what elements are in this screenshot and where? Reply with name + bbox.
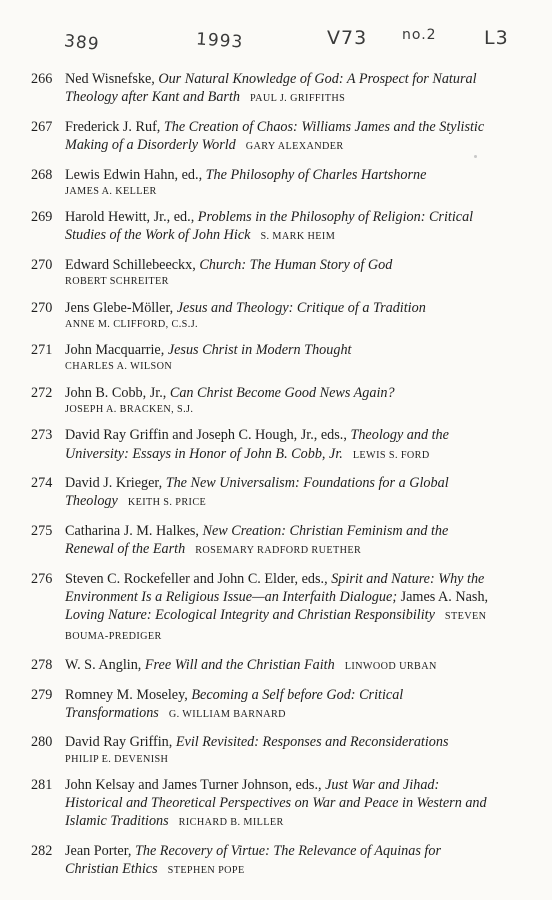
handwritten-note: 389 [63, 31, 101, 55]
review-entry [0, 70, 552, 108]
reviewer: GARY ALEXANDER [245, 141, 344, 152]
reviewer: KEITH S. PRICE [127, 497, 207, 509]
review-entry [0, 384, 552, 417]
page-number: 281 [31, 776, 53, 793]
review-entry [0, 474, 552, 512]
page-number: 276 [31, 570, 53, 587]
page-number: 275 [31, 522, 53, 539]
reviewer: CHARLES A. WILSON [65, 361, 173, 373]
handwritten-note: V73 [327, 27, 368, 49]
reviewer: LEWIS S. FORD [352, 449, 430, 461]
author: Catharina J. M. Halkes, [65, 522, 203, 539]
author: Harold Hewitt, Jr., ed., [65, 209, 198, 226]
reviewer: STEVEN BOUMA-PREDIGER [65, 611, 487, 643]
author: John Kelsay and James Turner Johnson, eds., [65, 776, 326, 793]
reviewer: JAMES A. KELLER [65, 185, 157, 197]
book-title: Theology and the University: Essays in Honor of John B. Cobb, Jr. [65, 427, 449, 462]
reviewer: S. MARK HEIM [260, 231, 336, 243]
review-entry [0, 570, 552, 647]
author: Romney M. Moseley, [65, 686, 192, 703]
book-title: Jesus and Theology: Critique of a Tradition [176, 299, 426, 316]
handwritten-note: 1993 [195, 29, 244, 53]
page-number: 282 [31, 842, 53, 859]
page-number: 268 [31, 166, 53, 183]
book-title: Becoming a Self before God: Critical Transformations [65, 686, 404, 721]
page-number: 266 [31, 71, 53, 87]
reviewer: RICHARD B. MILLER [178, 817, 284, 829]
review-entry [0, 656, 552, 676]
author: Jens Glebe-Möller, [65, 299, 177, 316]
handwritten-note: no.2 [402, 27, 437, 43]
book-title: The New Universalism: Foundations for a Global Theology [65, 475, 449, 510]
book-title: Just War and Jihad: Historical and Theoretical Perspectives on War and Peace in Western and Islamic Traditions [65, 776, 487, 830]
page-number: 271 [31, 342, 53, 359]
author: John B. Cobb, Jr., [65, 384, 170, 401]
book-title: Problems in the Philosophy of Religion: Critical Studies of the Work of John Hick [65, 209, 474, 244]
author: Frederick J. Ruf, [65, 118, 164, 135]
book-title: The Recovery of Virtue: The Relevance of Aquinas for Christian Ethics [65, 842, 441, 878]
review-entry [0, 166, 552, 199]
author: Steven C. Rockefeller and John C. Elder, eds., [65, 570, 332, 587]
page-number: 270 [31, 256, 53, 273]
second-book-title: Loving Nature: Ecological Integrity and Christian Responsibility [65, 607, 435, 624]
review-entry [0, 776, 552, 833]
reviewer: G. WILLIAM BARNARD [168, 708, 286, 720]
book-title: Jesus Christ in Modern Thought [167, 342, 352, 359]
review-list [0, 70, 552, 890]
reviewer: PAUL J. GRIFFITHS [249, 93, 346, 105]
author: David Ray Griffin, [65, 734, 176, 751]
author: Ned Wisnefske, [65, 71, 159, 87]
author: Edward Schillebeeckx, [65, 256, 200, 273]
book-title: The Creation of Chaos: Williams James and the Stylistic Making of a Disorderly World [65, 118, 485, 153]
reviewer: ROBERT SCHREITER [65, 276, 169, 288]
book-title: Spirit and Nature: Why the Environment Is a Religious Issue—an Interfaith Dialogue; [65, 570, 485, 605]
review-entry [0, 341, 552, 374]
book-title: Can Christ Become Good News Again? [169, 384, 395, 401]
page-number: 274 [31, 475, 53, 492]
review-entry [0, 842, 552, 880]
book-title: Our Natural Knowledge of God: A Prospect for Natural Theology after Kant and Barth [65, 71, 477, 106]
page-number: 269 [31, 209, 53, 226]
reviewer: ROSEMARY RADFORD RUETHER [195, 545, 362, 557]
page-number: 280 [31, 734, 53, 751]
page-number: 278 [31, 656, 53, 673]
author: Jean Porter, [65, 842, 135, 859]
book-title: New Creation: Christian Feminism and the Renewal of the Earth [65, 522, 449, 558]
page-number: 272 [31, 384, 53, 401]
second-author: James A. Nash, [397, 588, 489, 605]
book-title: The Philosophy of Charles Hartshorne [205, 166, 427, 183]
reviewer: STEPHEN POPE [167, 865, 245, 877]
review-entry [0, 208, 552, 246]
reviewer: JOSEPH A. BRACKEN, S.J. [65, 403, 194, 415]
page-number: 273 [31, 427, 53, 444]
handwritten-notes [0, 0, 552, 70]
review-entry [0, 256, 552, 289]
author: Lewis Edwin Hahn, ed., [65, 166, 206, 183]
author: David J. Krieger, [65, 475, 166, 492]
page-number: 279 [31, 686, 53, 703]
author: John Macquarrie, [65, 342, 168, 359]
review-entry [0, 733, 552, 766]
handwritten-note: L3 [484, 27, 509, 49]
review-entry [0, 426, 552, 464]
book-title: Evil Revisited: Responses and Reconsiderations [175, 734, 449, 751]
page-number: 267 [31, 118, 53, 135]
review-entry [0, 118, 552, 156]
review-entry [0, 522, 552, 560]
book-title: Free Will and the Christian Faith [144, 656, 335, 673]
reviewer: ANNE M. CLIFFORD, C.S.J. [65, 318, 199, 330]
book-title: Church: The Human Story of God [199, 256, 393, 273]
review-entry [0, 299, 552, 332]
review-entry [0, 686, 552, 724]
author: David Ray Griffin and Joseph C. Hough, Jr., eds., [65, 427, 351, 444]
author: W. S. Anglin, [65, 656, 145, 673]
reviewer: LINWOOD URBAN [344, 660, 437, 672]
page-number: 270 [31, 299, 53, 316]
reviewer: PHILIP E. DEVENISH [65, 753, 169, 765]
